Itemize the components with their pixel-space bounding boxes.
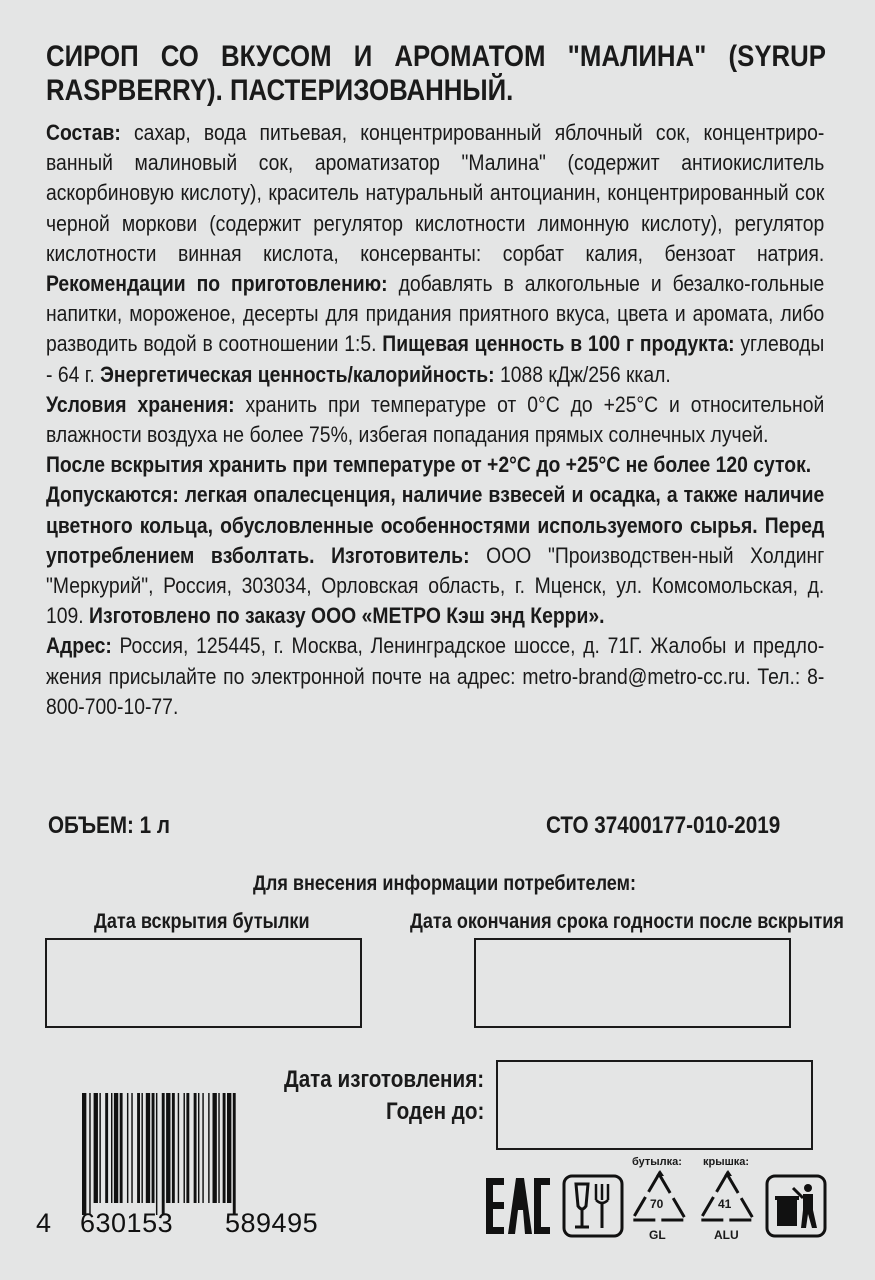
manufacturer-text: ООО "Производствен-ный Холдинг "Меркурий", Россия, 303034, Орловская область, г. Мценск, ул. Комсомольская, д. 109.: [46, 542, 825, 629]
consumer-info-heading: Для внесения информации потребителем:: [253, 872, 636, 895]
cap-code: 41: [718, 1197, 732, 1211]
barcode: [46, 1093, 346, 1215]
barcode-group-2: 589495: [225, 1208, 319, 1238]
allowed-text: Допускаются: легкая опалесценция, наличие взвесей и осадка, а также наличие цветного кольца, обусловленные особенностями используемого сырья. Перед употреблением взболтать.: [46, 482, 825, 568]
cap-label: крышка:: [703, 1156, 750, 1168]
address-label: Адрес:: [46, 633, 112, 659]
barcode-bar: [94, 1093, 98, 1203]
barcode-bar: [194, 1093, 197, 1203]
barcode-bar: [89, 1093, 90, 1215]
food-contact-icon: [562, 1174, 624, 1238]
bottle-code: 70: [650, 1197, 664, 1211]
storage-label: Условия хранения:: [46, 391, 235, 417]
barcode-bar: [186, 1093, 189, 1203]
open-date-label: Дата вскрытия бутылки: [94, 910, 310, 933]
barcode-bar: [111, 1093, 112, 1203]
composition-text: сахар, вода питьевая, концентрированный яблочный сок, концентриро-ванный малиновый сок, ароматизатор "Малина" (содержит антиокислитель аскорбиновую кислоту), краситель натуральный антоцианин, концентрированный сок черной моркови (содержит регулятор кислотности лимонную кислоту), регулятор кислотности винная кислота, консерванты: сорбат калия, бензоат натрия.: [46, 120, 825, 266]
barcode-bar: [152, 1093, 155, 1203]
barcode-bar: [213, 1093, 217, 1203]
product-title: СИРОП СО ВКУСОМ И АРОМАТОМ "МАЛИНА" (SYRUP RASPBERRY). ПАСТЕРИЗОВАННЫЙ.: [46, 40, 827, 107]
barcode-bar: [99, 1093, 100, 1203]
barcode-bar: [223, 1093, 226, 1203]
energy-label: Энергетическая ценность/калорийность:: [94, 361, 495, 387]
composition-paragraph: [46, 118, 824, 390]
barcode-bar: [198, 1093, 199, 1203]
barcode-group-1: 630153: [80, 1208, 174, 1238]
eac-icon: [484, 1174, 552, 1238]
storage-paragraph: [46, 390, 824, 450]
standard-code: СТО 37400177-010-2019: [546, 812, 781, 839]
barcode-bar: [202, 1093, 203, 1203]
barcode-bar: [137, 1093, 140, 1203]
barcode-bar: [162, 1093, 165, 1215]
barcode-bar: [114, 1093, 118, 1203]
storage-text: хранить при температуре от 0°С до +25°С и относительной влажности воздуха не более 75%, избегая попадания прямых солнечных лучей.: [46, 391, 825, 448]
after-opening-text: После вскрытия хранить при температуре от +2°С до +25°С не более 120 суток.: [46, 452, 812, 478]
barcode-bar: [141, 1093, 142, 1203]
cap-material: ALU: [714, 1228, 739, 1242]
order-label: Изготовлено по заказу ООО «МЕТРО Кэш энд Керри».: [89, 603, 605, 629]
bottle-label: бутылка:: [632, 1156, 682, 1168]
barcode-bar: [233, 1093, 236, 1215]
nutrition-label: Пищевая ценность в 100 г продукта:: [382, 331, 735, 357]
volume: ОБЪЕМ: 1 л: [48, 812, 170, 839]
allowed-paragraph: [46, 480, 824, 631]
composition-label: Состав:: [46, 120, 121, 145]
barcode-bar: [178, 1093, 179, 1203]
barcode-bar: [166, 1093, 170, 1203]
after-opening-paragraph: [46, 450, 824, 480]
open-date-box[interactable]: [45, 938, 362, 1028]
barcode-bar: [184, 1093, 185, 1203]
barcode-bar: [105, 1093, 108, 1203]
label-body: [46, 118, 824, 722]
barcode-bar: [146, 1093, 150, 1203]
expiry-after-open-box[interactable]: [474, 938, 791, 1028]
barcode-bar: [127, 1093, 128, 1203]
energy-text: 1088 кДж/256 ккал.: [494, 361, 671, 387]
barcode-bar: [120, 1093, 123, 1203]
recommendations-text: добавлять в алкогольные и безалко-гольные напитки, мороженое, десерты для придания приятного вкуса, цвета и аромата, либо разводить водой в соотношении 1:5.: [46, 271, 825, 357]
address-paragraph: [46, 631, 824, 722]
barcode-bar: [131, 1093, 132, 1203]
best-before-label: Годен до:: [386, 1098, 485, 1125]
production-date-box[interactable]: [496, 1060, 813, 1150]
barcode-bar: [227, 1093, 231, 1203]
barcode-bar: [82, 1093, 86, 1215]
expiry-after-open-label: Дата окончания срока годности после вскрытия: [410, 910, 844, 933]
production-date-label: Дата изготовления:: [284, 1066, 485, 1093]
barcode-bar: [156, 1093, 157, 1215]
nutrition-text: углеводы - 64 г.: [46, 331, 825, 387]
barcode-bar: [208, 1093, 209, 1203]
barcode-bar: [218, 1093, 219, 1203]
tidy-man-icon: [765, 1174, 827, 1238]
address-text: Россия, 125445, г. Москва, Ленинградское шоссе, д. 71Г. Жалобы и предло-жения присылайте по электронной почте на адрес: metro-brand@metro-cc.ru. Тел.: 8-800-700-10-77.: [46, 633, 825, 719]
bottle-material: GL: [649, 1228, 666, 1242]
barcode-bar: [172, 1093, 175, 1203]
manufacturer-label: Изготовитель:: [314, 542, 470, 568]
barcode-digit-first: 4: [36, 1208, 52, 1238]
recommendations-label: Рекомендации по приготовлению:: [46, 271, 388, 297]
